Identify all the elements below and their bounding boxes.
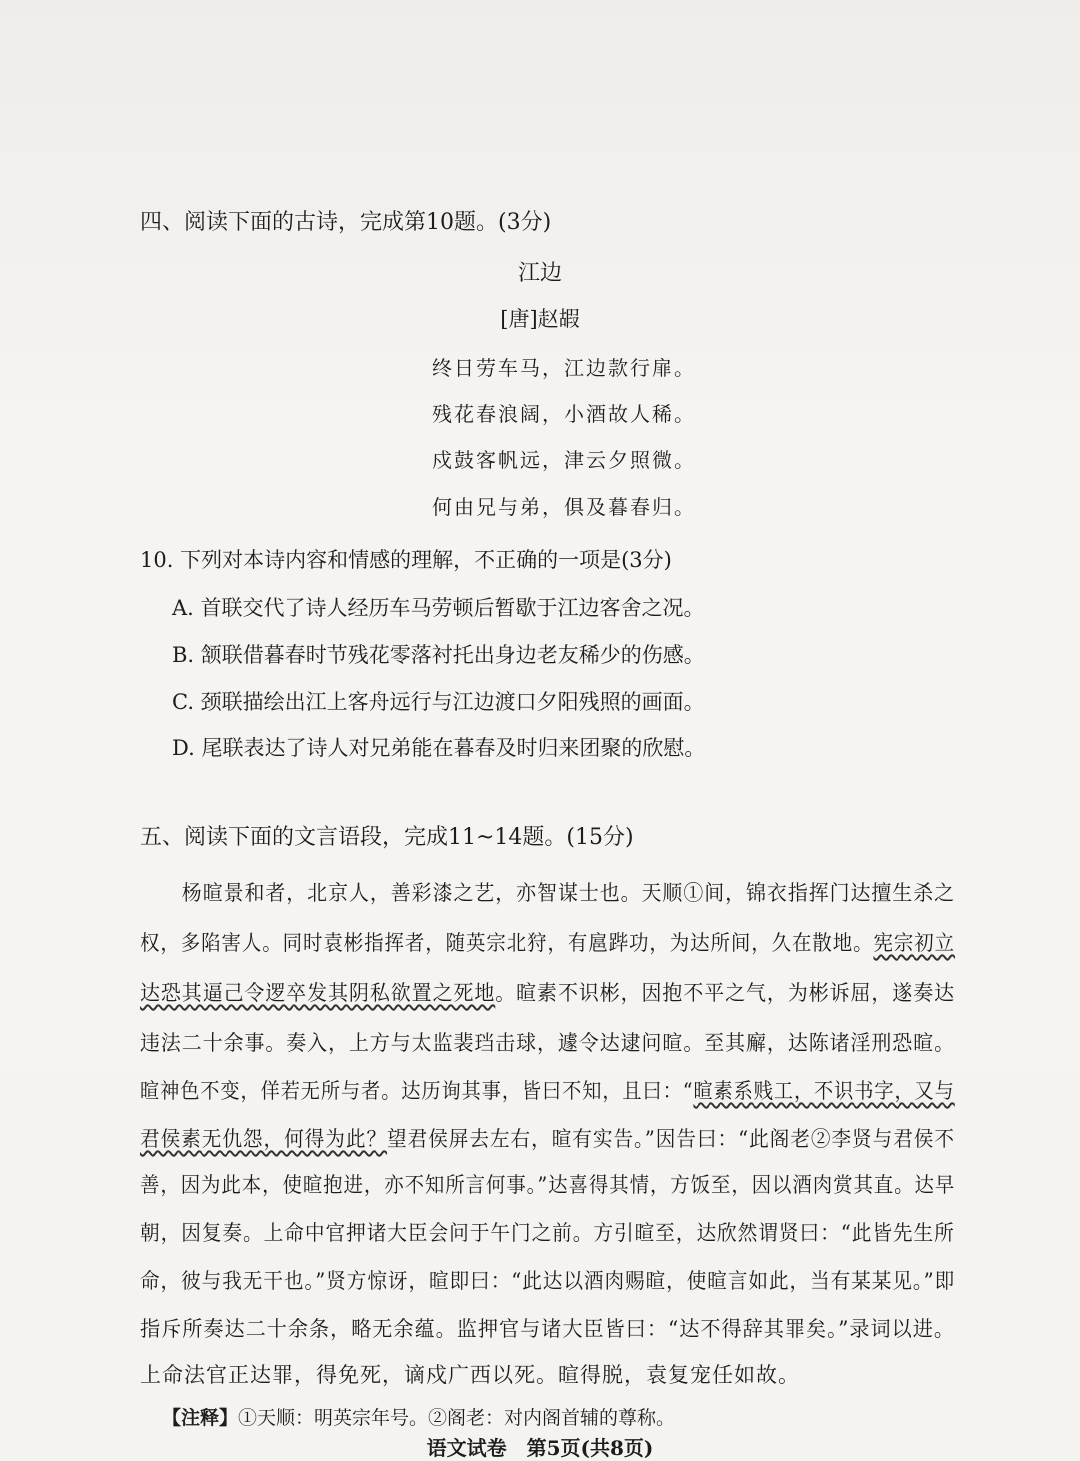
- passage-text: 权，多陷害人。同时袁彬指挥者，随英宗北狩，有扈跸功，为达所间，久在散地。: [140, 931, 874, 955]
- section-5-heading: 五、阅读下面的文言语段，完成11~14题。(15分): [140, 825, 634, 850]
- page-footer: 语文试卷 第5页(共8页): [426, 1436, 654, 1460]
- poem-line: 戍鼓客帆远，津云夕照微。: [432, 448, 696, 472]
- question-10-stem: 10. 下列对本诗内容和情感的理解，不正确的一项是(3分): [140, 548, 672, 572]
- passage-text: 朝，因复奏。上命中官押诸大臣会问于午门之前。方引暄至，达欣然谓贤曰：“此皆先生所: [140, 1221, 955, 1245]
- passage-line: [140, 928, 955, 958]
- passage-line: [140, 1266, 956, 1296]
- section-4-heading: 四、阅读下面的古诗，完成第10题。(3分): [140, 210, 552, 235]
- passage-text: 。暄素不识彬，因抱不平之气，为彬诉屈，遂奏达: [495, 981, 955, 1005]
- passage-line: [140, 1170, 956, 1200]
- passage-text: 上命法官正达罪，得免死，谪戍广西以死。暄得脱，袁复宠任如故。: [140, 1363, 800, 1387]
- passage-text: 命，彼与我无干也。”贤方惊讶，暄即曰：“此达以酒肉赐暄，使暄言如此，当有某某见。”即: [140, 1269, 956, 1293]
- underlined-sentence: 君侯素无仇怨，何得为此？: [140, 1127, 388, 1151]
- passage-line: [140, 1028, 955, 1058]
- passage-line: [140, 1360, 955, 1390]
- option-b: B. 颔联借暮春时节残花零落衬托出身边老友稀少的伤感。: [172, 643, 705, 667]
- passage-text: 违法二十余事。奏入，上方与太监裴珰击球，遽令达逮问暄。至其廨，达陈诸淫刑恐暄。: [140, 1031, 955, 1055]
- passage-text: 善，因为此本，使暄抱进，亦不知所言何事。”达喜得其情，方饭至，因以酒肉赏其直。达早: [140, 1173, 956, 1197]
- poem-line: 何由兄与弟，俱及暮春归。: [432, 495, 696, 519]
- poem-author: [唐]赵嘏: [500, 307, 580, 331]
- passage-line: [140, 1218, 955, 1248]
- passage-line: [140, 1314, 955, 1344]
- poem-line: 残花春浪阔，小酒故人稀。: [432, 402, 696, 426]
- option-a: A. 首联交代了诗人经历车马劳顿后暂歇于江边客舍之况。: [172, 596, 705, 620]
- option-d: D. 尾联表达了诗人对兄弟能在暮春及时归来团聚的欣慰。: [172, 736, 706, 760]
- passage-text: 暄神色不变，佯若无所与者。达历询其事，皆曰不知，且曰：“: [140, 1079, 694, 1103]
- passage-text: 指斥所奏达二十余条，略无余蕴。监押官与诸大臣皆曰：“达不得辞其罪矣。”录词以进。: [140, 1317, 955, 1341]
- option-c: C. 颈联描绘出江上客舟远行与江边渡口夕阳残照的画面。: [172, 690, 705, 714]
- annotation-label: 【注释】: [162, 1407, 239, 1429]
- underlined-sentence: 暄素系贱工，不识书字，又与: [693, 1079, 955, 1103]
- poem-line: 终日劳车马，江边款行扉。: [432, 356, 696, 380]
- passage-text: 望君侯屏去左右，暄有实告。”因告曰：“此阁老②李贤与君侯不: [387, 1127, 955, 1151]
- passage-line: [140, 1076, 955, 1106]
- passage-line: [140, 1124, 955, 1154]
- underlined-sentence: 宪宗初立: [873, 931, 955, 955]
- poem-title: 江边: [517, 261, 562, 286]
- passage-line: [140, 878, 955, 908]
- underlined-sentence: 达恐其逼己令逻卒发其阴私欲置之死地: [140, 981, 496, 1005]
- annotation: [162, 1403, 675, 1430]
- passage-line: [140, 978, 955, 1008]
- annotation-text: ①天顺：明英宗年号。②阁老：对内阁首辅的尊称。: [238, 1407, 676, 1429]
- passage-text: 杨暄景和者，北京人，善彩漆之艺，亦智谋士也。天顺①间，锦衣指挥门达擅生杀之: [140, 881, 955, 905]
